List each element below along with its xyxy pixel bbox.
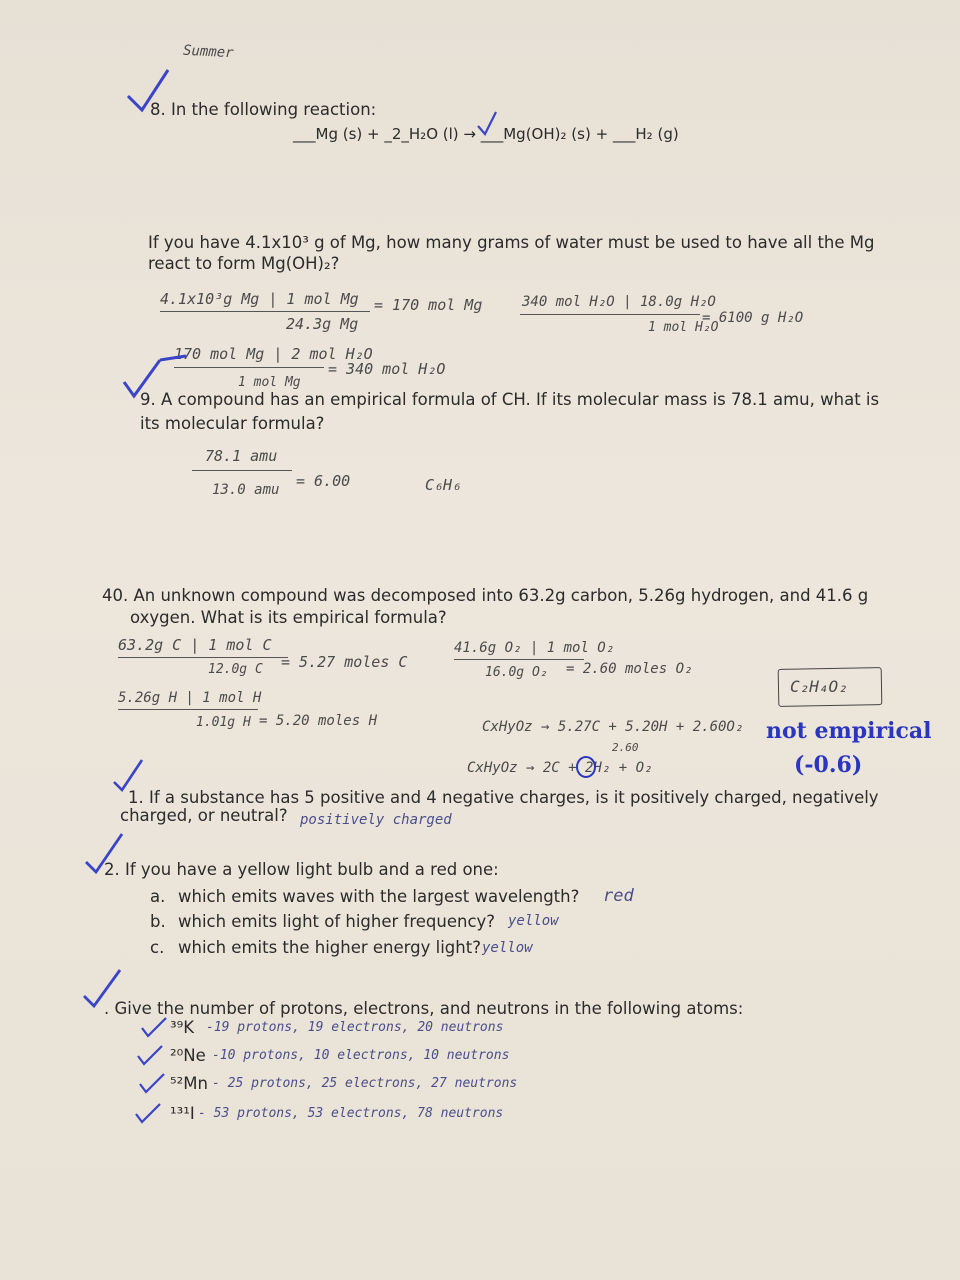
q39-answer: C₆H₆: [425, 476, 462, 494]
circle-mark-icon: [575, 756, 597, 778]
q39-work-bar: [192, 470, 292, 471]
q42-c-text: which emits the higher energy light?: [178, 938, 481, 957]
q40-line1: CxHyOz → 5.27C + 5.20H + 2.60O₂: [482, 719, 744, 735]
q43-label: . Give the number of protons, electrons, and neutrons in the following atoms:: [104, 999, 744, 1018]
q38-work2-bar: [520, 314, 700, 315]
q41-answer: positively charged: [300, 812, 452, 828]
q39-work-den: 13.0 amu: [212, 482, 280, 498]
q40-c-res: = 5.27 moles C: [281, 653, 408, 671]
q39-work-res: = 6.00: [296, 472, 351, 490]
grader-points: (-0.6): [794, 752, 863, 778]
q41-label2: charged, or neutral?: [120, 806, 288, 825]
q43-answer: -19 protons, 19 electrons, 20 neutrons: [206, 1020, 504, 1035]
q38-work3-den: 1 mol Mg: [238, 375, 301, 390]
check-mark-icon: [476, 110, 506, 140]
q39-label: 9. A compound has an empirical formula of CH. If its molecular mass is 78.1 amu, what is: [140, 390, 880, 409]
q43-answer: - 25 protons, 25 electrons, 27 neutrons: [212, 1076, 518, 1091]
q38-work3-res: = 340 mol H₂O: [328, 360, 446, 378]
q38-equation: ___Mg (s) + _2_H₂O (l) → ___Mg(OH)₂ (s) + ___H₂ (g): [293, 125, 679, 143]
q38-work1-num: 4.1x10³g Mg | 1 mol Mg: [160, 290, 359, 308]
q43-answer: -10 protons, 10 electrons, 10 neutrons: [212, 1048, 510, 1063]
q42-c-marker: c.: [150, 938, 165, 957]
q38-work1-res: = 170 mol Mg: [374, 296, 483, 314]
q39-work-num: 78.1 amu: [205, 447, 278, 465]
q42-a-marker: a.: [150, 887, 166, 906]
q40-o-den: 16.0g O₂: [485, 665, 548, 680]
q38-work2-num: 340 mol H₂O | 18.0g H₂O: [522, 294, 716, 310]
q38-work1-bar: [160, 311, 370, 312]
q43-isotope: ²⁰Ne: [170, 1046, 206, 1065]
check-mark-icon: [140, 1016, 170, 1040]
q40-c-bar: [118, 657, 288, 658]
q40-h-bar: [118, 709, 258, 710]
q42-a-text: which emits waves with the largest wavelength?: [178, 887, 580, 906]
q38-work2-res: = 6100 g H₂O: [702, 310, 804, 326]
q42-label: 2. If you have a yellow light bulb and a red one:: [104, 860, 499, 879]
q43-isotope: ¹³¹I: [170, 1104, 195, 1123]
check-mark-icon: [138, 1072, 168, 1096]
q42-c-answer: yellow: [482, 940, 533, 956]
q38-work3-num: 170 mol Mg | 2 mol H₂O: [174, 345, 373, 363]
q40-o-num: 41.6g O₂ | 1 mol O₂: [454, 640, 615, 656]
q40-o-bar: [454, 659, 584, 660]
q38-work2-den: 1 mol H₂O: [648, 320, 719, 335]
q40-line2: CxHyOz → 2C + 2H₂ + O₂: [467, 760, 653, 776]
q43-isotope: ³⁹K: [170, 1018, 195, 1037]
q40-h-res: = 5.20 moles H: [259, 713, 378, 729]
q43-answer: - 53 protons, 53 electrons, 78 neutrons: [198, 1106, 504, 1121]
q40-o-res: = 2.60 moles O₂: [566, 661, 693, 677]
q38-question-line1: If you have 4.1x10³ g of Mg, how many grams of water must be used to have all the Mg: [148, 233, 875, 252]
q39-label2: its molecular formula?: [140, 414, 325, 433]
q40-line1-den: 2.60: [612, 741, 639, 754]
student-name: Summer: [182, 42, 234, 62]
q40-label2: oxygen. What is its empirical formula?: [130, 608, 447, 627]
q43-isotope: ⁵²Mn: [170, 1074, 208, 1093]
q40-label: 40. An unknown compound was decomposed into 63.2g carbon, 5.26g hydrogen, and 41.6 g: [102, 586, 869, 605]
q41-label: 1. If a substance has 5 positive and 4 negative charges, is it positively charged, negatively: [128, 788, 879, 807]
q42-b-text: which emits light of higher frequency?: [178, 912, 496, 931]
q42-b-answer: yellow: [508, 913, 559, 929]
q40-c-den: 12.0g C: [208, 662, 263, 677]
q38-work3-bar: [174, 367, 324, 368]
check-mark-icon: [134, 1102, 164, 1126]
q38-work1-den: 24.3g Mg: [286, 315, 359, 333]
q38-question-line2: react to form Mg(OH)₂?: [148, 254, 340, 273]
check-mark-icon: [136, 1044, 166, 1068]
q38-label: 8. In the following reaction:: [150, 100, 377, 119]
q40-h-den: 1.01g H: [196, 715, 251, 730]
q42-a-answer: red: [603, 886, 634, 906]
q42-b-marker: b.: [150, 912, 166, 931]
q40-answer: C₂H₄O₂: [790, 677, 848, 696]
q40-h-num: 5.26g H | 1 mol H: [118, 690, 262, 706]
q40-c-num: 63.2g C | 1 mol C: [118, 636, 272, 654]
grader-note: not empirical: [766, 718, 932, 744]
